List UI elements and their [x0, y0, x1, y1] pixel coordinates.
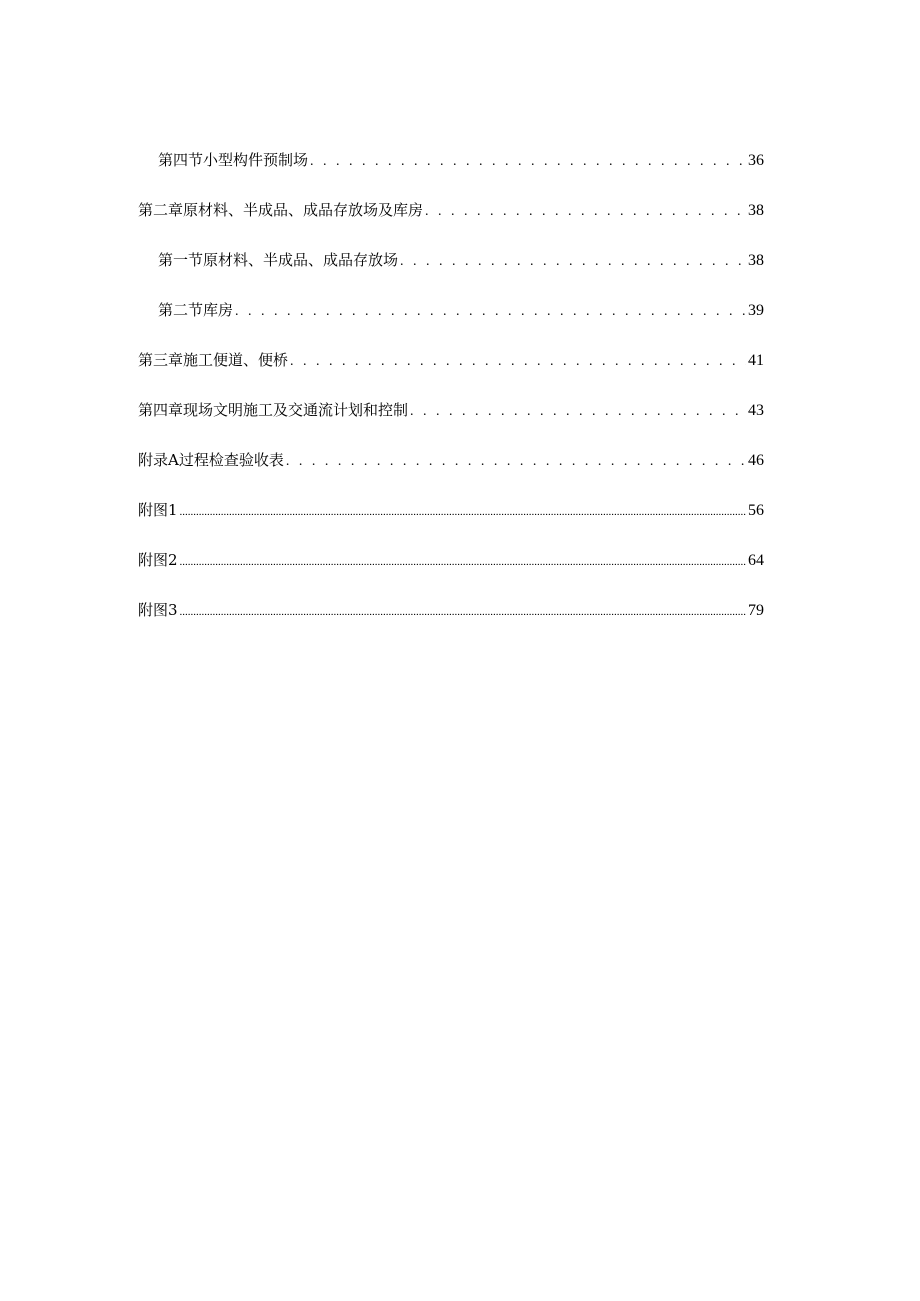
toc-page-number: 39 [748, 302, 764, 319]
toc-page-number: 79 [748, 602, 764, 619]
toc-entry-chapter-4[interactable] [138, 398, 764, 423]
toc-entry-title: 第四节小型构件预制场 [158, 151, 309, 169]
toc-entry-title: 附录A过程检查验收表 [138, 451, 284, 469]
toc-page-number: 36 [748, 152, 764, 169]
toc-entry-title: 附图3 [138, 601, 178, 619]
toc-entry-title: 第三章施工便道、便桥 [138, 351, 289, 369]
toc-page-number: 43 [748, 402, 764, 419]
toc-entry-section-4-precast-yard[interactable] [138, 148, 764, 173]
toc-dot-leader [425, 199, 746, 224]
toc-page-number: 64 [748, 552, 764, 569]
toc-page-number: 38 [748, 252, 764, 269]
toc-dot-leader [290, 349, 746, 374]
toc-entry-title: 第二章原材料、半成品、成品存放场及库房 [138, 201, 424, 219]
toc-entry-title: 第二节库房 [158, 301, 234, 319]
toc-entry-chapter-2[interactable] [138, 198, 764, 223]
toc-entry-title: 附图1 [138, 501, 178, 519]
toc-page-number: 56 [748, 502, 764, 519]
toc-entry-title: 第四章现场文明施工及交通流计划和控制 [138, 401, 409, 419]
toc-entry-title: 附图2 [138, 551, 178, 569]
toc-dot-leader [310, 149, 746, 174]
toc-entry-section-2-warehouse[interactable] [138, 298, 764, 323]
toc-dot-leader [180, 550, 746, 575]
toc-page-number: 46 [748, 452, 764, 469]
toc-dot-leader [400, 249, 746, 274]
toc-entry-section-1-storage-yard[interactable] [138, 248, 764, 273]
toc-dot-leader [410, 399, 746, 424]
toc-entry-figure-1[interactable] [138, 498, 764, 523]
toc-dot-leader [180, 500, 746, 525]
toc-dot-leader [180, 600, 746, 625]
toc-entry-figure-3[interactable] [138, 598, 764, 623]
toc-entry-chapter-3[interactable] [138, 348, 764, 373]
toc-entry-figure-2[interactable] [138, 548, 764, 573]
toc-dot-leader [235, 299, 746, 324]
toc-page-number: 41 [748, 352, 764, 369]
toc-page-number: 38 [748, 202, 764, 219]
toc-dot-leader [286, 449, 746, 474]
table-of-contents [138, 148, 764, 648]
toc-entry-appendix-a[interactable] [138, 448, 764, 473]
toc-entry-title: 第一节原材料、半成品、成品存放场 [158, 251, 399, 269]
